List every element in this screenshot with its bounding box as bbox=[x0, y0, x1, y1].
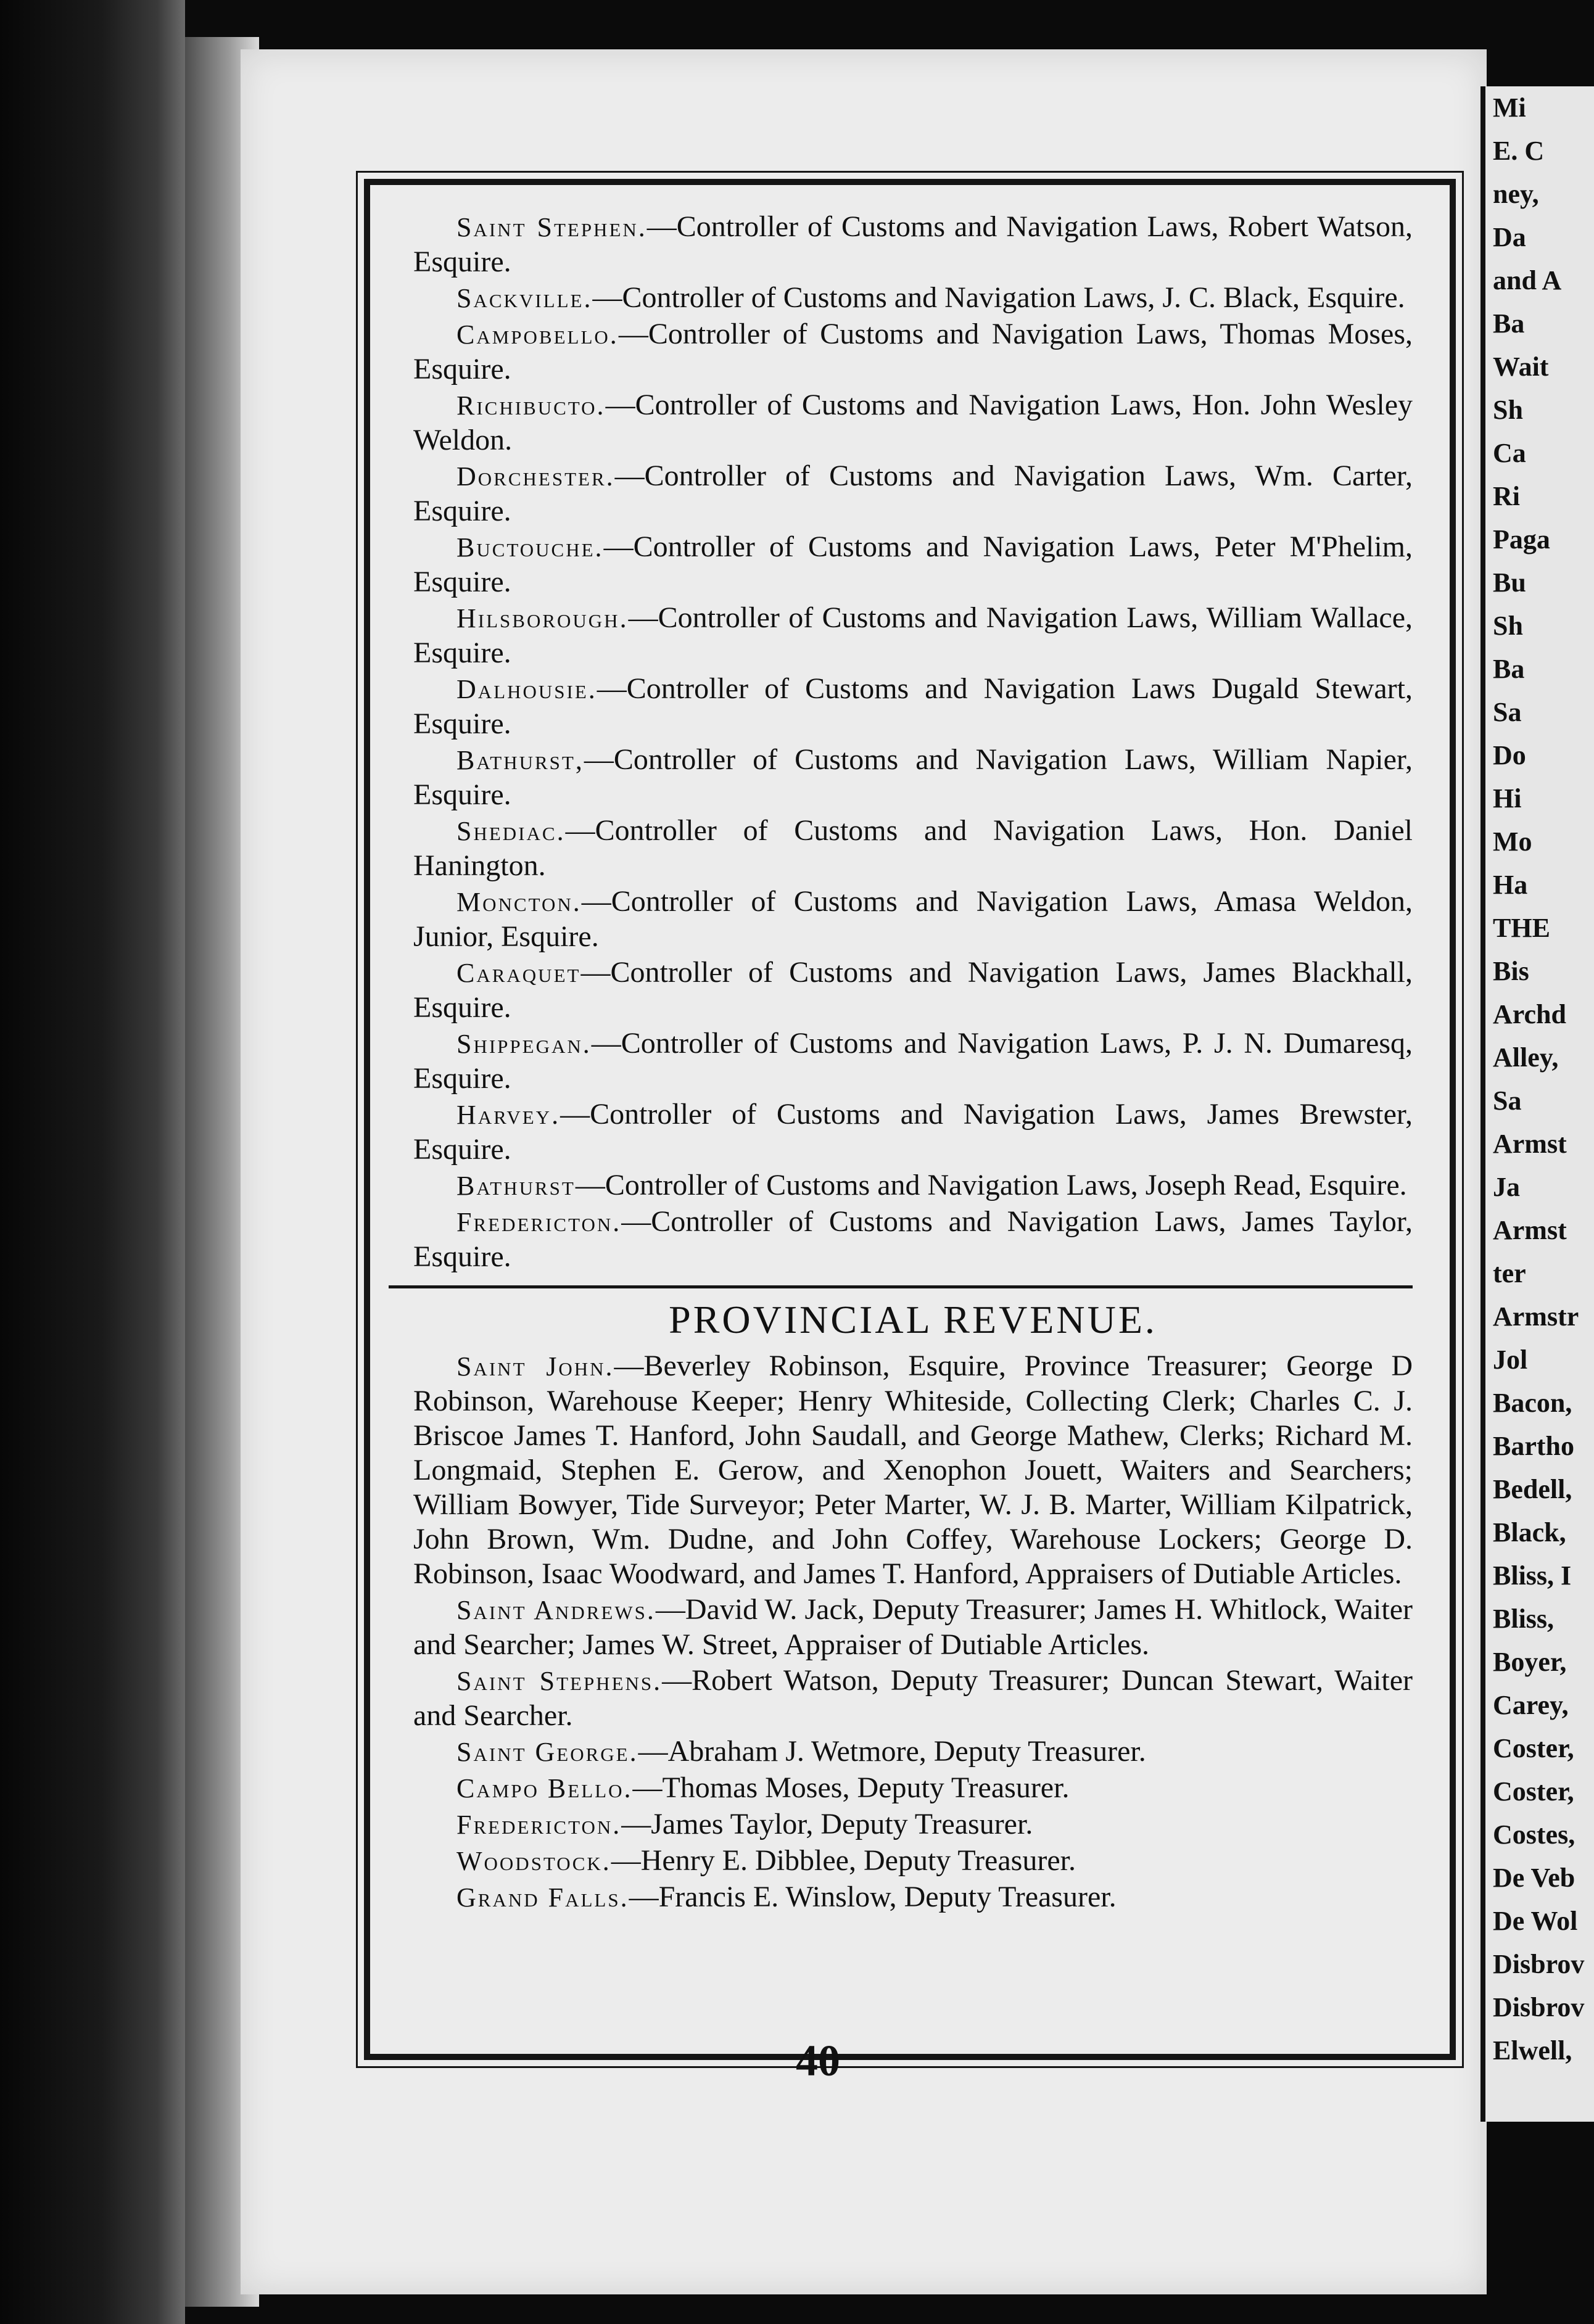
place-name: Caraquet bbox=[456, 958, 581, 988]
list-item bbox=[413, 317, 1413, 387]
list-item bbox=[413, 530, 1413, 600]
entry-text: —Controller of Customs and Navigation Laws, P. J. N. Dumaresq, Esquire. bbox=[413, 1027, 1413, 1095]
adjacent-page-fragment: De Veb bbox=[1493, 1863, 1575, 1893]
section-title: PROVINCIAL REVENUE. bbox=[669, 1298, 1157, 1341]
adjacent-page-fragment: Coster, bbox=[1493, 1733, 1574, 1763]
adjacent-page-fragment: ney, bbox=[1493, 179, 1539, 209]
place-name: Grand Falls. bbox=[456, 1882, 629, 1913]
place-name: Hilsborough. bbox=[456, 603, 629, 633]
entry-text: —Controller of Customs and Navigation Laws Dugald Stewart, Esquire. bbox=[413, 672, 1413, 740]
place-name: Woodstock. bbox=[456, 1846, 611, 1876]
list-item bbox=[413, 672, 1413, 741]
entry-text: —Controller of Customs and Navigation Laws, William Napier, Esquire. bbox=[413, 743, 1413, 811]
adjacent-page-fragment: THE bbox=[1493, 913, 1550, 943]
adjacent-page-fragment: Armst bbox=[1493, 1215, 1567, 1245]
adjacent-page-fragment: Armst bbox=[1493, 1129, 1567, 1159]
page-number: 40 bbox=[796, 2036, 840, 2085]
place-name: Sackville. bbox=[456, 283, 593, 313]
place-name: Dorchester. bbox=[456, 461, 615, 492]
place-name: Richibucto. bbox=[456, 390, 606, 421]
list-item bbox=[413, 1205, 1413, 1274]
adjacent-page-fragment: Bis bbox=[1493, 956, 1529, 986]
list-item bbox=[413, 1734, 1413, 1770]
list-item bbox=[413, 1097, 1413, 1167]
adjacent-page-fragment: Bacon, bbox=[1493, 1388, 1572, 1418]
place-name: Campo Bello. bbox=[456, 1773, 633, 1803]
list-item bbox=[413, 601, 1413, 670]
entry-text: —Beverley Robinson, Esquire, Province Treasurer; George D Robinson, Warehouse Keeper; Henry Whiteside, Collecting Clerk; Charles C. J. Briscoe James T. Hanford, John Saudall, and George Mathew, Clerks; Richard M. Longmaid, Stephen E. Gerow, and Xenophon Jouett, Waiters and Searchers; William Bowyer, Tide Surveyor; Peter Marter, W. J. B. Marter, William Kilpatrick, John Brown, Wm. Dudne, and John Coffey, Warehouse Lockers; George D. Robinson, Isaac Woodward, and James T. Hanford, Appraisers of Dutiable Articles. bbox=[413, 1349, 1413, 1590]
list-item bbox=[413, 1663, 1413, 1733]
place-name: Dalhousie. bbox=[456, 674, 597, 704]
place-name: Bathurst, bbox=[456, 745, 584, 775]
adjacent-page-fragment: Paga bbox=[1493, 524, 1550, 554]
adjacent-page-fragment: Alley, bbox=[1493, 1042, 1559, 1073]
entry-text: —Henry E. Dibblee, Deputy Treasurer. bbox=[611, 1844, 1076, 1877]
entry-text: —Controller of Customs and Navigation Laws, J. C. Black, Esquire. bbox=[592, 281, 1405, 314]
adjacent-page-fragment: Sh bbox=[1493, 395, 1523, 425]
adjacent-page bbox=[1480, 86, 1594, 2122]
place-name: Saint Andrews. bbox=[456, 1595, 656, 1625]
adjacent-page-fragment: Ca bbox=[1493, 438, 1526, 468]
place-name: Moncton. bbox=[456, 887, 582, 917]
list-item bbox=[413, 743, 1413, 812]
adjacent-page-fragment: Mi bbox=[1493, 93, 1526, 123]
place-name: Harvey. bbox=[456, 1100, 561, 1130]
adjacent-page-fragment: Sa bbox=[1493, 1086, 1522, 1116]
entry-text: —Francis E. Winslow, Deputy Treasurer. bbox=[629, 1881, 1117, 1913]
adjacent-page-fragment: Costes, bbox=[1493, 1819, 1575, 1850]
revenue-list bbox=[413, 1349, 1413, 1915]
place-name: Fredericton. bbox=[456, 1810, 622, 1840]
entry-text: —Controller of Customs and Navigation Laws, Amasa Weldon, Junior, Esquire. bbox=[413, 885, 1413, 953]
bordered-text-frame bbox=[364, 179, 1456, 2060]
adjacent-page-fragment: Ja bbox=[1493, 1172, 1520, 1202]
adjacent-page-fragment: Do bbox=[1493, 740, 1526, 770]
list-item bbox=[413, 1807, 1413, 1842]
adjacent-page-fragment: Bliss, bbox=[1493, 1604, 1555, 1634]
list-item bbox=[413, 1168, 1413, 1203]
entry-text: —James Taylor, Deputy Treasurer. bbox=[621, 1808, 1033, 1840]
list-item bbox=[413, 1349, 1413, 1591]
entry-text: —Controller of Customs and Navigation Laws, Hon. John Wesley Weldon. bbox=[413, 389, 1413, 456]
adjacent-page-fragment: Archd bbox=[1493, 999, 1566, 1029]
list-item bbox=[413, 1771, 1413, 1806]
entry-text: —Controller of Customs and Navigation Laws, James Blackhall, Esquire. bbox=[413, 956, 1413, 1024]
adjacent-page-fragment: Bartho bbox=[1493, 1431, 1574, 1461]
entry-text: —David W. Jack, Deputy Treasurer; James H. Whitlock, Waiter and Searcher; James W. Street, Appraiser of Dutiable Articles. bbox=[413, 1593, 1413, 1661]
list-item bbox=[413, 388, 1413, 458]
adjacent-page-fragment: Elwell, bbox=[1493, 2035, 1572, 2066]
adjacent-page-fragment: ter bbox=[1493, 1258, 1526, 1288]
list-item bbox=[413, 459, 1413, 529]
adjacent-page-fragment: Da bbox=[1493, 222, 1526, 252]
place-name: Campobello. bbox=[456, 319, 619, 350]
entry-text: —Robert Watson, Deputy Treasurer; Duncan Stewart, Waiter and Searcher. bbox=[413, 1664, 1413, 1732]
entry-text: —Thomas Moses, Deputy Treasurer. bbox=[632, 1771, 1070, 1804]
adjacent-page-fragment: Coster, bbox=[1493, 1776, 1574, 1807]
section-divider bbox=[389, 1285, 1413, 1288]
adjacent-page-fragment: Wait bbox=[1493, 352, 1549, 382]
binding-gutter bbox=[0, 0, 185, 2324]
adjacent-page-fragment: E. C bbox=[1493, 136, 1545, 166]
adjacent-page-fragment: and A bbox=[1493, 265, 1562, 295]
adjacent-page-fragment: Armstr bbox=[1493, 1301, 1579, 1332]
adjacent-page-fragment: Ba bbox=[1493, 308, 1525, 339]
place-name: Shippegan. bbox=[456, 1029, 592, 1059]
list-item bbox=[413, 210, 1413, 279]
place-name: Saint John. bbox=[456, 1351, 614, 1382]
adjacent-page-fragment: Disbrov bbox=[1493, 1949, 1585, 1979]
adjacent-page-fragment: Sh bbox=[1493, 611, 1523, 641]
place-name: Saint Stephens. bbox=[456, 1666, 663, 1696]
entry-text: —Controller of Customs and Navigation Laws, Hon. Daniel Hanington. bbox=[413, 814, 1413, 882]
entry-text: —Controller of Customs and Navigation Laws, James Brewster, Esquire. bbox=[413, 1098, 1413, 1166]
entry-text: —Abraham J. Wetmore, Deputy Treasurer. bbox=[638, 1735, 1146, 1768]
adjacent-page-fragment: Disbrov bbox=[1493, 1992, 1585, 2022]
list-item bbox=[413, 955, 1413, 1025]
list-item bbox=[413, 1026, 1413, 1096]
list-item bbox=[413, 1844, 1413, 1879]
list-item bbox=[413, 1593, 1413, 1662]
adjacent-page-fragment: Bedell, bbox=[1493, 1474, 1572, 1504]
adjacent-page-fragment: Sa bbox=[1493, 697, 1522, 727]
adjacent-page-fragment: Ri bbox=[1493, 481, 1520, 511]
entry-text: —Controller of Customs and Navigation Laws, Thomas Moses, Esquire. bbox=[413, 318, 1413, 385]
adjacent-page-fragment: Mo bbox=[1493, 826, 1532, 857]
entry-text: —Controller of Customs and Navigation Laws, Robert Watson, Esquire. bbox=[413, 210, 1413, 278]
entry-text: —Controller of Customs and Navigation Laws, Peter M'Phelim, Esquire. bbox=[413, 530, 1413, 598]
place-name: Fredericton. bbox=[456, 1207, 622, 1237]
place-name: Shediac. bbox=[456, 816, 566, 846]
adjacent-page-fragment: Hi bbox=[1493, 783, 1522, 814]
adjacent-page-fragment: Bu bbox=[1493, 567, 1526, 598]
customs-list bbox=[413, 210, 1413, 1274]
adjacent-page-fragment: Ba bbox=[1493, 654, 1525, 684]
entry-text: —Controller of Customs and Navigation Laws, Wm. Carter, Esquire. bbox=[413, 459, 1413, 527]
list-item bbox=[413, 281, 1413, 316]
adjacent-page-fragment: Ha bbox=[1493, 870, 1528, 900]
list-item bbox=[413, 884, 1413, 954]
adjacent-page-fragment: Jol bbox=[1493, 1345, 1528, 1375]
list-item bbox=[413, 1880, 1413, 1915]
entry-text: —Controller of Customs and Navigation Laws, James Taylor, Esquire. bbox=[413, 1205, 1413, 1273]
adjacent-page-fragment: De Wol bbox=[1493, 1906, 1578, 1936]
place-name: Buctouche. bbox=[456, 532, 604, 562]
entry-text: —Controller of Customs and Navigation Laws, Joseph Read, Esquire. bbox=[575, 1169, 1407, 1201]
adjacent-page-fragment: Boyer, bbox=[1493, 1647, 1567, 1677]
adjacent-page-fragment: Carey, bbox=[1493, 1690, 1569, 1720]
adjacent-page-fragment: Bliss, I bbox=[1493, 1560, 1572, 1591]
entry-text: —Controller of Customs and Navigation Laws, William Wallace, Esquire. bbox=[413, 601, 1413, 669]
place-name: Bathurst bbox=[456, 1171, 576, 1201]
place-name: Saint Stephen. bbox=[456, 212, 647, 242]
list-item bbox=[413, 814, 1413, 883]
place-name: Saint George. bbox=[456, 1737, 638, 1767]
adjacent-page-fragment: Black, bbox=[1493, 1517, 1566, 1547]
